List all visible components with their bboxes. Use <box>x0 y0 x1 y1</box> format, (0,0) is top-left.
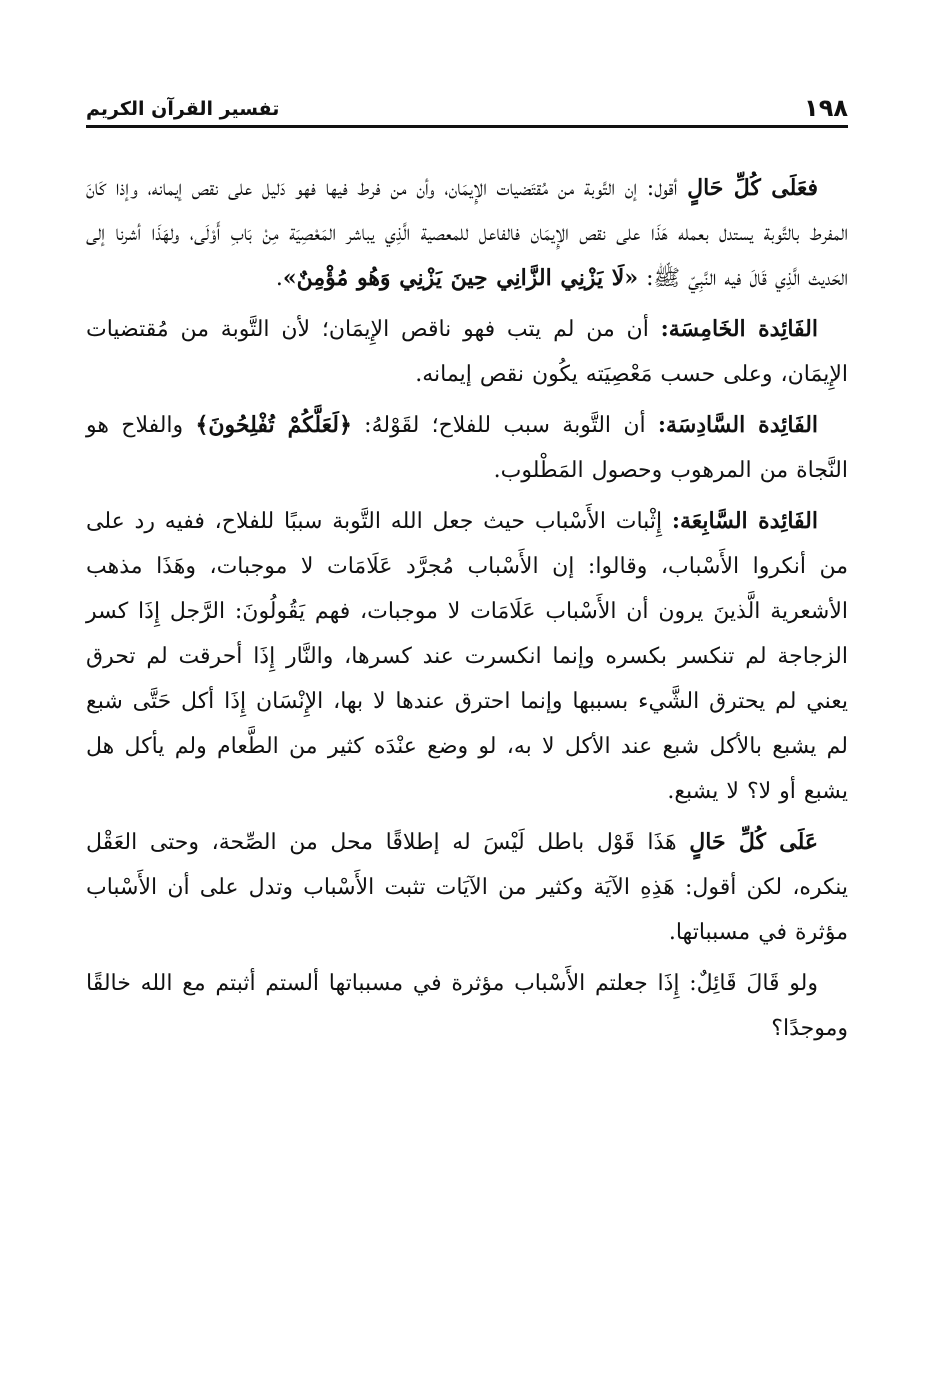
page-header <box>86 92 848 126</box>
paragraph-text: ولو قَالَ قَائِلٌ: إِذَا جعلتم الأَسْباب مؤثرة في مسبباتها ألستم أثبتم مع الله خالقًا وموجدًا؟ <box>86 971 848 1041</box>
paragraph-text: أن من لم يتب فهو ناقص الإِيمَان؛ لأن التَّوبة من مُقتضيات الإِيمَان، وعلى حسب مَعْصِيَته يكُون نقص إيمانه. <box>86 317 848 387</box>
header-divider <box>86 125 848 128</box>
paragraph-tail: والفلاح هو النَّجاة من المرهوب وحصول المَطْلوب. <box>86 413 848 483</box>
paragraph-text: هَذَا قَوْل باطل لَيْسَ له إطلاقًا محل من الصِّحة، وحتى العَقْل ينكره، لكن أقول: هَذِهِ الآيَة وكثير من الآيَات تثبت الأَسْباب وتدل على أن الأَسْباب مؤثرة في مسبباتها. <box>86 830 848 945</box>
page-body <box>86 166 848 1051</box>
book-page <box>86 92 848 1057</box>
paragraph-4 <box>86 499 848 814</box>
hadith-quote: «لَا يَزْنِي الزَّانِي حِينَ يَزْنِي وَهُو مُؤْمِنٌ» <box>282 265 639 291</box>
quran-verse: ﴿لَعَلَّكُمْ تُفْلِحُونَ﴾ <box>195 412 352 438</box>
paragraph-lead: عَلَى كُلِّ حَالٍ <box>689 829 818 855</box>
book-title: تفسير القرآن الكريم <box>86 98 280 120</box>
paragraph-lead: الفَائِدة الخَامِسَة: <box>660 316 818 342</box>
paragraph-lead: الفَائِدة السَّابِعَة: <box>671 508 818 534</box>
page-number: ١٩٨ <box>804 94 848 122</box>
paragraph-5 <box>86 820 848 955</box>
paragraph-text: أن التَّوبة سبب للفلاح؛ لقَوْلهُ: <box>351 413 658 438</box>
paragraph-1 <box>86 166 848 301</box>
paragraph-3 <box>86 403 848 493</box>
paragraph-6 <box>86 961 848 1051</box>
paragraph-2 <box>86 307 848 397</box>
paragraph-lead: الفَائِدة السَّادِسَة: <box>657 412 819 438</box>
paragraph-text: إِثْبات الأَسْباب حيث جعل الله التَّوبة سببًا للفلاح، ففيه رد على من أنكروا الأَسْباب، وقالوا: إن الأَسْباب مُجرَّد عَلَامَات لا موجبات، وهَذَا مذهب الأشعرية الَّذينَ يرون أن الأَسْباب عَلَامَات لا موجبات، فهم يَقُولُونَ: الرَّجل إِذَا كسر الزجاجة لم تنكسر بكسره وإنما انكسرت عند كسرها، والنَّار إِذَا أحرقت لم تحرق يعني لم يحترق الشَّيء بسببها وإنما احترق عندها لا بها، الإِنْسَان إِذَا أكل حَتَّى شبع لم يشبع بالأكل شبع عند الأكل لا به، لو وضع عنْدَه كثير من الطَّعام ولم يأكل هل يشبع أو لا؟ لا يشبع. <box>86 509 848 804</box>
paragraph-lead: فعَلَى كُلِّ حَالٍ <box>687 175 818 201</box>
paragraph-tail: . <box>275 266 283 291</box>
paragraph-text: أقول: إن التَّوبة من مُقتَضيات الإِيمَان، وأن من فرط فيها فهو دَليل على نقص إيمانه، وإذا كَانَ المفرط بالتَّوبة يستدل بعمله هَذَا على نقص الإِيمَان فالفاعل للمعصية الَّذِي يباشر المَعْصِيَة مِنْ بَابِ أَوْلَى، ولهَذَا أشرنا إلى الحَديث الَّذِي قَالَ فيه النَّبِيّ ﷺ: <box>86 176 848 291</box>
